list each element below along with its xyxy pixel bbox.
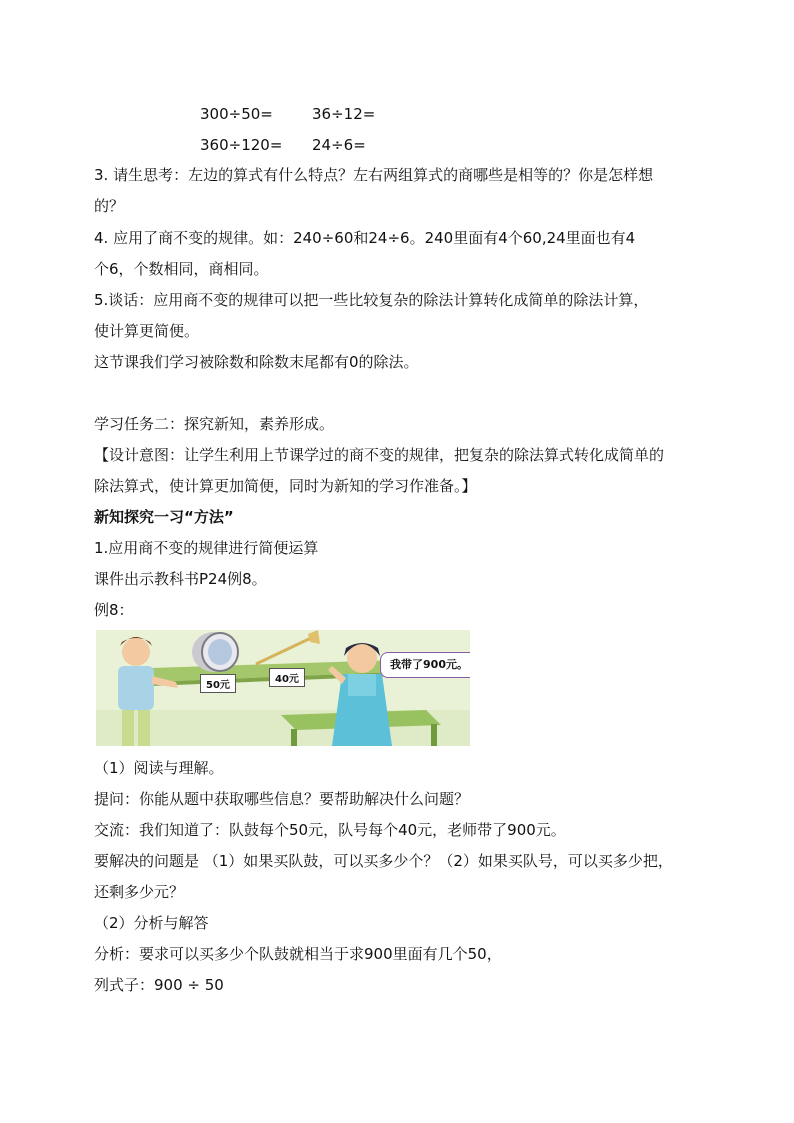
step-4-line-2: 个6，个数相同，商相同。 bbox=[94, 260, 269, 278]
horn-price-tag: 40元 bbox=[269, 668, 305, 687]
example-8-illustration bbox=[96, 630, 470, 746]
equation-24-div-6: 24÷6= bbox=[312, 136, 366, 154]
item-1-title: 1.应用商不变的规律进行简便运算 bbox=[94, 539, 319, 557]
step-4-line-1: 4. 应用了商不变的规律。如：240÷60和24÷6。240里面有4个60,24里面也有4 bbox=[94, 229, 636, 247]
example-label: 例8： bbox=[94, 601, 134, 619]
step-5-line-1: 5.谈话：应用商不变的规律可以把一些比较复杂的除法计算转化成简单的除法计算， bbox=[94, 291, 649, 309]
task-2-title: 学习任务二：探究新知，素养形成。 bbox=[94, 415, 335, 433]
formula-line: 列式子：900 ÷ 50 bbox=[94, 976, 224, 994]
read-understand: （1）阅读与理解。 bbox=[94, 759, 224, 777]
step-3-line-2: 的？ bbox=[94, 197, 125, 215]
section-heading: 新知探究一习“方法” bbox=[94, 508, 234, 526]
step-3-line-1: 3. 请生思考：左边的算式有什么特点？左右两组算式的商哪些是相等的？你是怎样想 bbox=[94, 166, 654, 184]
courseware-note: 课件出示教科书P24例8。 bbox=[94, 570, 267, 588]
design-intent-line-2: 除法算式，使计算更加简便，同时为新知的学习作准备。】 bbox=[94, 477, 477, 495]
speech-bubble: 我带了900元。 bbox=[380, 652, 470, 678]
equation-360-div-120: 360÷120= bbox=[200, 136, 283, 154]
problem-line-1: 要解决的问题是 （1）如果买队鼓，可以买多少个？（2）如果买队号，可以买多少把， bbox=[94, 852, 673, 870]
lesson-intro: 这节课我们学习被除数和除数末尾都有0的除法。 bbox=[94, 353, 419, 371]
classroom-scene bbox=[96, 630, 470, 746]
design-intent-line-1: 【设计意图：让学生利用上节课学过的商不变的规律，把复杂的除法算式转化成简单的 bbox=[94, 446, 665, 464]
problem-line-2: 还剩多少元？ bbox=[94, 883, 185, 901]
question-prompt: 提问：你能从题中获取哪些信息？要帮助解决什么问题？ bbox=[94, 790, 470, 808]
analysis-line: 分析：要求可以买多少个队鼓就相当于求900里面有几个50， bbox=[94, 945, 502, 963]
step-5-line-2: 使计算更简便。 bbox=[94, 322, 200, 340]
analyze-title: （2）分析与解答 bbox=[94, 914, 209, 932]
drum-price-tag: 50元 bbox=[200, 674, 236, 693]
exchange-line: 交流：我们知道了：队鼓每个50元，队号每个40元，老师带了900元。 bbox=[94, 821, 566, 839]
equation-300-div-50: 300÷50= bbox=[200, 105, 273, 123]
equation-36-div-12: 36÷12= bbox=[312, 105, 376, 123]
